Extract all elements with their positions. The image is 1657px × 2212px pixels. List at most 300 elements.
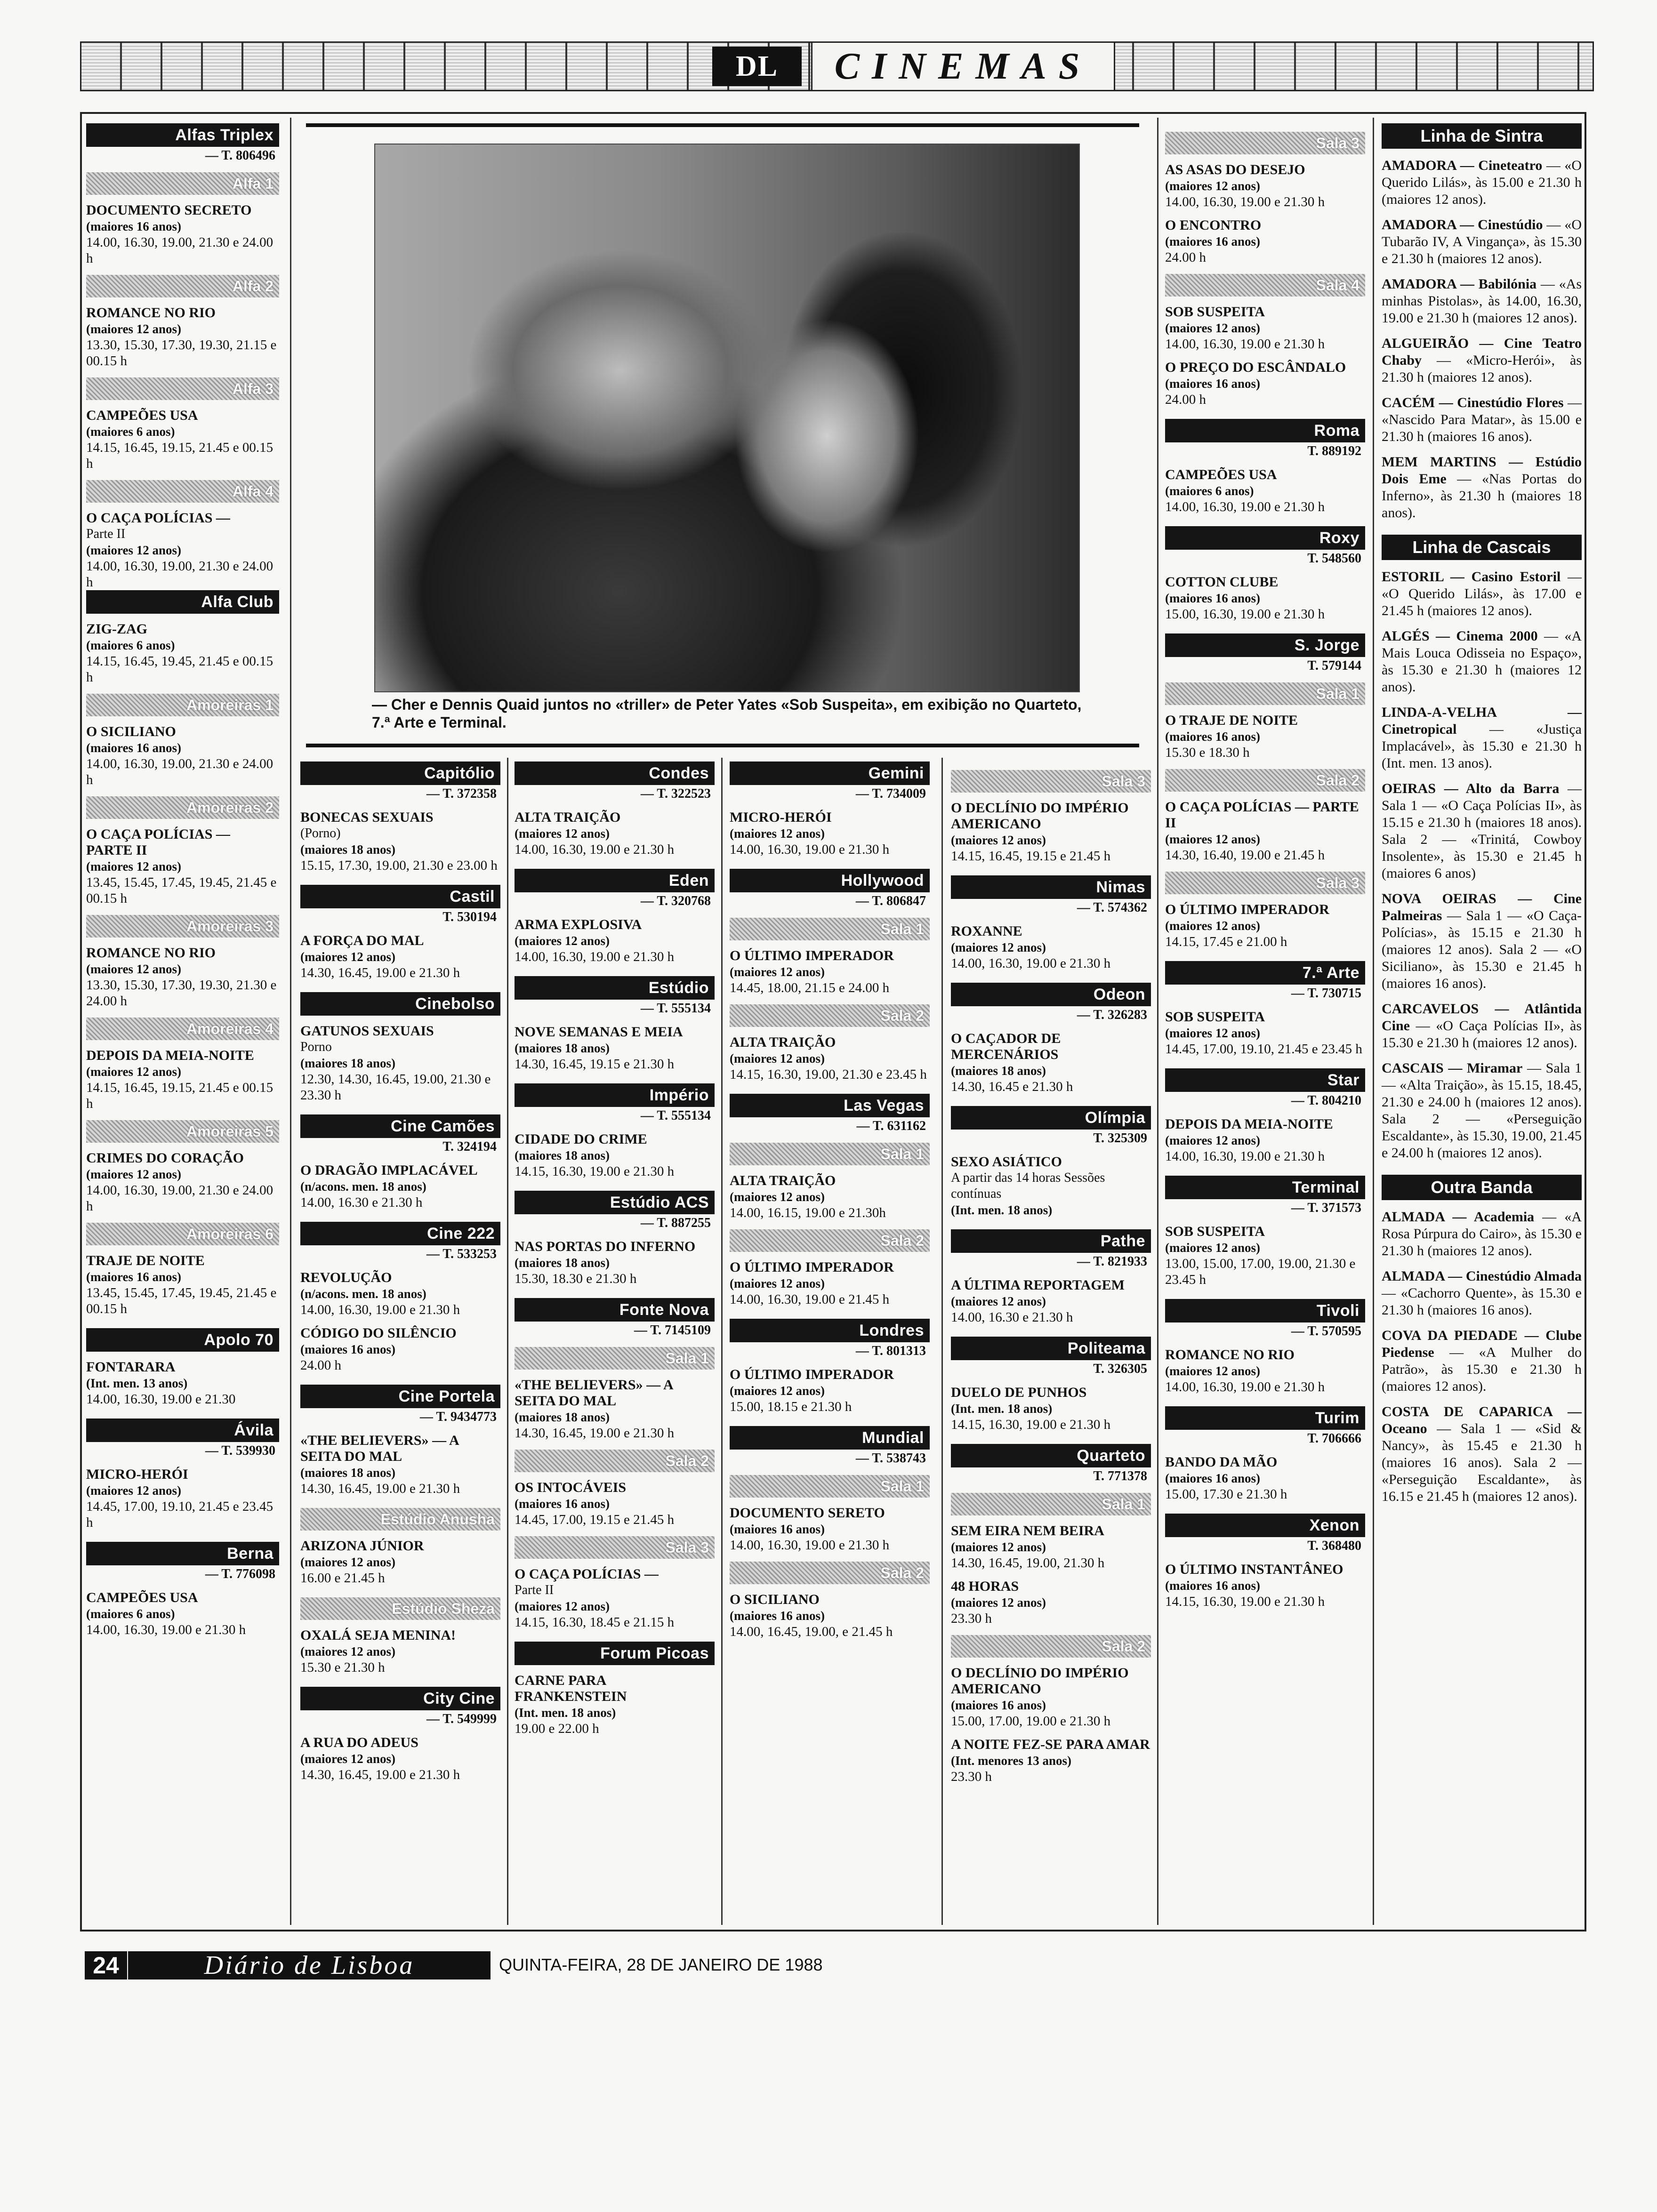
film-rating: (maiores 18 anos) — [515, 1041, 610, 1055]
cinema-name: Odeon — [951, 983, 1151, 1006]
cinema-venue — [1165, 961, 1365, 1057]
screen-name: Sala 1 — [515, 1347, 715, 1370]
film-rating: (maiores 16 anos) — [515, 1497, 610, 1511]
film-entry — [515, 1377, 715, 1441]
film-entry — [730, 809, 930, 858]
listing-text: — «A Rosa Púrpura do Cairo», às 15.30 e 21.30 h (maiores 12 anos). — [1382, 1209, 1582, 1258]
film-times: 14.00, 16.30, 19.00 e 21.30 h — [515, 949, 675, 964]
film-title: MICRO-HERÓI — [730, 809, 832, 825]
film-times: 14.00, 16.30, 19.00, 21.30 e 24.00 h — [86, 756, 273, 787]
screen-name: Sala 4 — [1165, 274, 1365, 297]
film-times: 15.30 e 18.30 h — [1165, 745, 1250, 760]
film-rating: (Int. men. 18 anos) — [515, 1706, 616, 1720]
cinema-name: Roma — [1165, 419, 1365, 442]
film-entry — [1165, 217, 1365, 265]
screen-name: Sala 3 — [951, 770, 1151, 793]
film-entry — [951, 923, 1151, 971]
column-rule — [941, 758, 943, 1925]
film-rating: (maiores 12 anos) — [730, 1051, 825, 1066]
column-rule — [1373, 118, 1374, 1925]
photo-rule — [306, 744, 1139, 747]
film-note: A partir das 14 horas Sessões contínuas — [951, 1170, 1105, 1201]
cinema-venue — [730, 1319, 930, 1415]
film-rating: (maiores 18 anos) — [951, 1064, 1046, 1078]
film-rating: (maiores 12 anos) — [1165, 1241, 1260, 1255]
cinema-name: Ávila — [86, 1419, 279, 1442]
cinema-venue — [951, 1337, 1151, 1433]
film-times: 14.45, 18.00, 21.15 e 24.00 h — [730, 980, 890, 995]
screen-name: Sala 2 — [1165, 769, 1365, 792]
cinema-phone: — T. 322523 — [640, 786, 711, 801]
film-times: 16.00 e 21.45 h — [300, 1571, 385, 1586]
cinema-venue — [730, 1094, 930, 1307]
venue-lead: ALMADA — Academia — [1382, 1209, 1535, 1225]
cinema-phone: — T. 806847 — [855, 894, 926, 908]
cinema-name: Cine Portela — [300, 1385, 500, 1408]
cinema-name: Cinebolso — [300, 992, 500, 1016]
screen-name: Amoreiras 4 — [86, 1018, 279, 1040]
film-rating: (maiores 16 anos) — [1165, 1471, 1260, 1485]
film-title: O CAÇADOR DE MERCENÁRIOS — [951, 1031, 1061, 1062]
film-title: O ÚLTIMO IMPERADOR — [730, 948, 894, 963]
cinema-name: S. Jorge — [1165, 633, 1365, 657]
screen-name: Amoreiras 2 — [86, 796, 279, 819]
cinema-name: Turim — [1165, 1406, 1365, 1430]
film-times: 12.30, 14.30, 16.45, 19.00, 21.30 e 23.30 h — [300, 1072, 491, 1103]
cinema-phone: — T. 538743 — [855, 1451, 926, 1466]
film-times: 13.30, 15.30, 17.30, 19.30, 21.15 e 00.15 h — [86, 337, 277, 369]
film-rating: (maiores 12 anos) — [730, 1384, 825, 1398]
film-times: 13.30, 15.30, 17.30, 19.30, 21.30 e 24.00 h — [86, 978, 277, 1009]
cinema-phone: T. 324194 — [442, 1139, 497, 1154]
film-entry — [515, 1480, 715, 1528]
film-title: O ÚLTIMO INSTANTÂNEO — [1165, 1562, 1343, 1577]
cinema-phone: — T. 9434773 — [419, 1410, 497, 1424]
listing-text: — Sala 1 — «Alta Traição», às 15.15, 18.45, 21.30 e 24.00 h (maiores 12 anos). Sala 2 — «Perseguição Escaldante», às 15.30, 19.00, 21.45 e 24.00 h (maiores 12 anos). — [1382, 1060, 1582, 1161]
cinema-name: Roxy — [1165, 526, 1365, 550]
film-entry — [951, 1031, 1151, 1095]
cinema-venue — [86, 123, 279, 1317]
screen-name: Alfa 4 — [86, 480, 279, 503]
film-times: 19.00 e 22.00 h — [515, 1721, 599, 1736]
cinema-name: Las Vegas — [730, 1094, 930, 1117]
listing-text: — «Nas Portas do Inferno», às 21.30 h (maiores 18 anos). — [1382, 471, 1582, 521]
venue-lead: COVA DA PIEDADE — Clube Piedense — [1382, 1328, 1582, 1360]
film-entry — [1165, 713, 1365, 761]
issue-date: QUINTA-FEIRA, 28 DE JANEIRO DE 1988 — [499, 1955, 823, 1974]
cinema-phone: — T. 539930 — [205, 1443, 275, 1458]
film-entry — [515, 1673, 715, 1737]
screen-name: Amoreiras 6 — [86, 1223, 279, 1245]
film-title: ZIG-ZAG — [86, 621, 148, 637]
film-rating: (Int. men. 18 anos) — [951, 1203, 1053, 1217]
film-rating: (Int. menores 13 anos) — [951, 1754, 1071, 1768]
film-times: 14.30, 16.45, 19.00 e 21.30 h — [300, 965, 460, 980]
regional-listing — [1382, 780, 1582, 882]
cinema-venue — [515, 1642, 715, 1737]
film-rating: (maiores 12 anos) — [951, 1294, 1046, 1308]
regional-listing — [1382, 1001, 1582, 1051]
cinema-name: Estúdio — [515, 976, 715, 1000]
film-title: GATUNOS SEXUAIS — [300, 1023, 434, 1039]
film-title: O CAÇA POLÍCIAS — — [86, 510, 230, 526]
film-title: O PREÇO DO ESCÂNDALO — [1165, 360, 1346, 375]
film-entry — [86, 1467, 279, 1531]
listing-text: — «Nascido Para Matar», às 15.00 e 21.30 h (maiores 16 anos). — [1382, 395, 1582, 444]
film-times: 14.00, 16.30 e 21.30 h — [300, 1195, 423, 1210]
regional-listing — [1382, 569, 1582, 619]
film-rating: (maiores 12 anos) — [951, 1540, 1046, 1554]
film-title: COTTON CLUBE — [1165, 574, 1279, 590]
film-title: O ÚLTIMO IMPERADOR — [730, 1367, 894, 1382]
film-rating: (maiores 16 anos) — [730, 1522, 825, 1536]
cinema-phone: — T. 574362 — [1077, 900, 1147, 915]
film-times: 14.15, 16.30, 19.00 e 21.30 h — [515, 1164, 675, 1179]
film-rating: (maiores 12 anos) — [730, 1190, 825, 1204]
film-entry — [86, 1253, 279, 1317]
cinema-venue — [86, 1419, 279, 1531]
film-title: BANDO DA MÃO — [1165, 1454, 1278, 1470]
film-rating: (n/acons. men. 18 anos) — [300, 1287, 426, 1301]
screen-name: Sala 3 — [1165, 872, 1365, 894]
cinema-venue — [1165, 1514, 1365, 1610]
screen-name: Alfa Club — [86, 590, 279, 614]
cinema-phone: — T. 631162 — [856, 1119, 926, 1133]
film-title: REVOLUÇÃO — [300, 1270, 392, 1285]
cinema-venue — [1165, 526, 1365, 622]
film-times: 14.00, 16.30, 19.00 e 21.30 h — [1165, 337, 1325, 352]
film-entry — [300, 1735, 500, 1783]
film-times: 14.30, 16.45 e 21.30 h — [951, 1079, 1073, 1094]
cinema-phone: — T. 7145109 — [634, 1323, 711, 1338]
cinema-name: Hollywood — [730, 869, 930, 892]
cinema-phone: — T. 887255 — [640, 1216, 711, 1230]
film-entry — [300, 1325, 500, 1373]
screen-name: Alfa 1 — [86, 172, 279, 195]
film-times: 14.15, 17.45 e 21.00 h — [1165, 934, 1287, 949]
cinema-venue — [1165, 1299, 1365, 1395]
publication-logo: DL — [712, 47, 802, 86]
cinema-name: Alfas Triplex — [86, 123, 279, 147]
film-times: 14.00, 16.30, 19.00 e 21.30 h — [300, 1302, 460, 1317]
film-times: 15.15, 17.30, 19.00, 21.30 e 23.00 h — [300, 858, 498, 873]
film-entry — [1165, 1562, 1365, 1610]
cinema-name: Olímpia — [951, 1106, 1151, 1130]
film-title: FONTARARA — [86, 1359, 176, 1375]
film-entry — [730, 1034, 930, 1082]
masthead: Diário de Lisboa — [128, 1951, 491, 1980]
cinema-name: Berna — [86, 1542, 279, 1565]
film-title: O ENCONTRO — [1165, 217, 1262, 233]
regional-listing — [1382, 216, 1582, 267]
film-rating: (maiores 18 anos) — [300, 842, 395, 857]
film-rating: (maiores 12 anos) — [86, 322, 181, 336]
film-entry — [515, 1239, 715, 1287]
film-times: 15.00, 16.30, 19.00 e 21.30 h — [1165, 607, 1325, 622]
film-rating: (maiores 12 anos) — [86, 962, 181, 976]
film-entry — [730, 1173, 930, 1221]
screen-name: Sala 1 — [730, 1143, 930, 1165]
cinema-venue — [515, 761, 715, 858]
film-entry — [86, 1359, 279, 1407]
film-title: SOB SUSPEITA — [1165, 304, 1265, 320]
cinema-name: Condes — [515, 761, 715, 785]
listing-text: — Sala 1 — «Sid & Nancy», às 15.45 e 21.30 h (maiores 16 anos). Sala 2 — «Perseguição Escaldante», às 16.15 e 21.45 h (maiores 12 anos). — [1382, 1421, 1582, 1504]
film-entry — [1165, 799, 1365, 863]
film-times: 14.00, 16.45, 19.00, e 21.45 h — [730, 1624, 893, 1639]
film-rating: (maiores 12 anos) — [1165, 832, 1260, 846]
cinema-name: Xenon — [1165, 1514, 1365, 1537]
listing-text: — «As minhas Pistolas», às 14.00, 16.30, 19.00 e 21.30 h (maiores 12 anos). — [1382, 276, 1582, 326]
film-rating: (Int. men. 13 anos) — [86, 1376, 188, 1390]
film-times: 14.15, 16.30, 19.00 e 21.30 h — [951, 1417, 1111, 1432]
film-rating: (maiores 12 anos) — [1165, 919, 1260, 933]
screen-name: Sala 2 — [730, 1004, 930, 1027]
listing-text: — «Cachorro Quente», às 15.30 e 21.30 h (maiores 16 anos). — [1382, 1285, 1582, 1318]
cinema-phone: T. 548560 — [1307, 551, 1361, 566]
venue-lead: COSTA DE CAPARICA — Oceano — [1382, 1404, 1582, 1436]
film-times: 14.15, 16.45, 19.15, 21.45 e 00.15 h — [86, 440, 273, 471]
film-rating: (maiores 16 anos) — [86, 1270, 181, 1284]
cinema-phone: T. 326305 — [1093, 1362, 1147, 1376]
film-times: 14.00, 16.30, 19.00 e 21.30 h — [1165, 1149, 1325, 1164]
film-entry — [730, 1367, 930, 1415]
film-title: A FORÇA DO MAL — [300, 933, 424, 948]
screen-name: Amoreiras 5 — [86, 1120, 279, 1143]
film-entry — [1165, 467, 1365, 515]
cinema-name: Londres — [730, 1319, 930, 1342]
film-times: 14.30, 16.45, 19.00 e 21.30 h — [300, 1767, 460, 1782]
cinema-phone: — T. 555134 — [640, 1108, 711, 1123]
film-rating: (maiores 16 anos) — [1165, 591, 1260, 605]
film-entry — [951, 1665, 1151, 1729]
cinema-venue — [86, 1542, 279, 1638]
regional-listing — [1382, 704, 1582, 772]
cinema-phone: T. 889192 — [1307, 444, 1361, 458]
cinema-phone: T. 325309 — [1093, 1131, 1147, 1146]
listing-text: — «O Caça Polícias II», às 15.30 e 21.30 h (maiores 12 anos). — [1382, 1018, 1582, 1050]
listing-text: — «A Mais Louca Odisseia no Espaço», às 15.30 e 21.30 h (maiores 12 anos). — [1382, 628, 1582, 695]
film-title: CRIMES DO CORAÇÃO — [86, 1150, 244, 1166]
cinema-venue — [951, 770, 1151, 864]
cinema-name: Forum Picoas — [515, 1642, 715, 1665]
film-times: 13.45, 15.45, 17.45, 19.45, 21.45 e 00.15 h — [86, 875, 277, 906]
film-times: 14.00, 16.30, 19.00 e 21.30 h — [1165, 499, 1325, 514]
film-title: DEPOIS DA MEIA-NOITE — [86, 1048, 254, 1063]
cinema-name: Império — [515, 1083, 715, 1107]
listing-column-3 — [515, 761, 715, 1737]
film-title: CAMPEÕES USA — [86, 408, 198, 423]
film-entry — [515, 1131, 715, 1179]
film-times: 14.00, 16.30, 19.00, 21.30 e 24.00 h — [86, 559, 273, 590]
film-title: CAMPEÕES USA — [1165, 467, 1277, 482]
film-title: O DRAGÃO IMPLACÁVEL — [300, 1162, 478, 1178]
cinema-name: Politeama — [951, 1337, 1151, 1360]
film-rating: (maiores 12 anos) — [730, 1276, 825, 1290]
film-entry — [86, 1590, 279, 1638]
cinema-venue — [300, 1508, 500, 1586]
film-title: «THE BELIEVERS» — A SEITA DO MAL — [300, 1433, 458, 1464]
film-note: (Porno) — [300, 826, 341, 841]
region-heading: Linha de Cascais — [1382, 535, 1582, 560]
film-title: ARMA EXPLOSIVA — [515, 917, 642, 932]
cinema-venue — [1165, 419, 1365, 515]
film-times: 14.00, 16.30, 19.00 e 21.30 h — [730, 1538, 890, 1553]
cinema-venue — [1165, 1406, 1365, 1502]
venue-lead: CACÉM — Cinestúdio Flores — [1382, 395, 1564, 410]
film-entry — [300, 1627, 500, 1675]
film-entry — [515, 809, 715, 858]
film-entry — [730, 1505, 930, 1553]
film-rating: (maiores 12 anos) — [951, 1595, 1046, 1610]
film-rating: (maiores 6 anos) — [86, 1607, 175, 1621]
venue-lead: ALGUEIRÃO — Cine Teatro Chaby — [1382, 336, 1582, 368]
film-times: 14.00, 16.30, 19.00 e 21.45 h — [730, 1292, 890, 1307]
listing-column-6 — [1165, 123, 1365, 1610]
film-entry — [86, 510, 279, 590]
film-times: 14.30, 16.45, 19.00 e 21.30 h — [515, 1426, 675, 1441]
cinema-venue — [300, 1114, 500, 1210]
film-title: BONECAS SEXUAIS — [300, 809, 434, 825]
film-rating: (maiores 12 anos) — [515, 826, 610, 841]
film-title: SEXO ASIÁTICO — [951, 1154, 1062, 1170]
film-times: 14.15, 16.30, 18.45 e 21.15 h — [515, 1615, 675, 1630]
cinema-phone: — T. 734009 — [855, 786, 926, 801]
cinema-phone: — T. 326283 — [1077, 1008, 1147, 1022]
screen-name: Sala 1 — [730, 1475, 930, 1498]
cinema-phone: T. 530194 — [442, 910, 497, 924]
film-entry — [951, 800, 1151, 864]
listing-column-1 — [86, 123, 279, 1638]
cinema-phone: — T. 776098 — [205, 1567, 275, 1581]
film-rating: (maiores 12 anos) — [86, 543, 181, 557]
film-times: 14.45, 17.00, 19.10, 21.45 e 23.45 h — [86, 1499, 273, 1530]
film-times: 14.45, 17.00, 19.10, 21.45 e 23.45 h — [1165, 1042, 1362, 1057]
listing-column-4 — [730, 761, 930, 1640]
cinema-name: Estúdio Anusha — [300, 1508, 500, 1531]
cinema-name: Capitólio — [300, 761, 500, 785]
film-times: 14.00, 16.30, 19.00, 21.30 e 24.00 h — [86, 235, 273, 266]
film-times: 14.15, 16.30, 19.00, 21.30 e 23.45 h — [730, 1067, 927, 1082]
cinema-phone: T. 771378 — [1093, 1469, 1147, 1483]
film-note: Parte II — [515, 1583, 554, 1597]
film-times: 23.30 h — [951, 1611, 992, 1626]
film-rating: (maiores 16 anos) — [300, 1342, 395, 1356]
cinema-name: Estúdio Sheza — [300, 1597, 500, 1620]
venue-lead: AMADORA — Babilónia — [1382, 276, 1537, 292]
regional-listing — [1382, 1327, 1582, 1395]
regional-listing — [1382, 1209, 1582, 1259]
film-title: SOB SUSPEITA — [1165, 1009, 1265, 1025]
film-entry — [86, 945, 279, 1009]
regional-listing — [1382, 890, 1582, 992]
regional-listings-column — [1382, 123, 1582, 1505]
listing-text: — «O Querido Lilás», às 17.00 e 21.45 h (maiores 12 anos). — [1382, 569, 1582, 618]
film-entry — [1165, 902, 1365, 950]
film-title: «THE BELIEVERS» — A SEITA DO MAL — [515, 1377, 673, 1409]
film-rating: (maiores 12 anos) — [86, 1483, 181, 1498]
venue-lead: OEIRAS — Alto da Barra — [1382, 781, 1560, 796]
film-rating: (maiores 12 anos) — [86, 859, 181, 874]
film-times: 14.00, 16.30, 19.00, 21.30 e 24.00 h — [86, 1183, 273, 1214]
cinema-phone: — T. 372358 — [426, 786, 497, 801]
film-title: ALTA TRAIÇÃO — [730, 1034, 836, 1050]
screen-name: Sala 2 — [730, 1562, 930, 1584]
film-title: SOB SUSPEITA — [1165, 1224, 1265, 1239]
film-title: ROXANNE — [951, 923, 1022, 939]
column-rule — [507, 758, 508, 1925]
film-title: NAS PORTAS DO INFERNO — [515, 1239, 696, 1254]
film-entry — [300, 933, 500, 981]
column-rule — [1157, 118, 1158, 1925]
film-rating: (maiores 12 anos) — [951, 833, 1046, 847]
cinema-phone: — T. 371573 — [1291, 1201, 1361, 1215]
cinema-name: City Cine — [300, 1687, 500, 1710]
region-heading: Outra Banda — [1382, 1175, 1582, 1200]
cinema-venue — [300, 761, 500, 874]
film-entry — [730, 948, 930, 996]
cinema-name: Gemini — [730, 761, 930, 785]
film-title: A NOITE FEZ-SE PARA AMAR — [951, 1737, 1150, 1752]
cinema-phone: — T. 549999 — [426, 1712, 497, 1726]
cinema-venue — [515, 1298, 715, 1630]
page-number: 24 — [85, 1951, 127, 1980]
listing-text: — Sala 1 — «O Caça Polícias II», às 15.15 e 21.30 h (maiores 18 anos). Sala 2 — «Trinitá, Cowboy Insolente», às 15.30 e 21.45 h (maiores 6 anos) — [1382, 781, 1582, 881]
film-entry — [951, 1523, 1151, 1571]
film-title: A RUA DO ADEUS — [300, 1735, 418, 1750]
film-title: O CAÇA POLÍCIAS — PARTE II — [1165, 799, 1359, 831]
cinema-venue — [730, 761, 930, 858]
film-rating: (maiores 6 anos) — [86, 638, 175, 652]
screen-name: Sala 2 — [951, 1635, 1151, 1658]
cinema-venue — [1165, 1176, 1365, 1288]
screen-name: Amoreiras 3 — [86, 915, 279, 938]
cinema-phone: — T. 730715 — [1291, 986, 1361, 1001]
film-times: 15.00, 18.15 e 21.30 h — [730, 1399, 852, 1414]
cinema-venue — [1165, 633, 1365, 950]
film-times: 14.00, 16.30, 19.00 e 21.30 h — [1165, 194, 1325, 209]
film-entry — [86, 1150, 279, 1214]
film-entry — [951, 1737, 1151, 1785]
film-rating: (maiores 12 anos) — [1165, 1364, 1260, 1378]
cinema-name: Eden — [515, 869, 715, 892]
film-times: 14.15, 16.45, 19.15, 21.45 e 00.15 h — [86, 1080, 273, 1111]
film-title: 48 HORAS — [951, 1579, 1019, 1594]
regional-listing — [1382, 454, 1582, 521]
film-times: 24.00 h — [300, 1358, 341, 1373]
cinema-name: Castil — [300, 885, 500, 908]
cinema-venue — [1165, 1068, 1365, 1164]
film-entry — [1165, 1009, 1365, 1057]
cinema-venue — [951, 1106, 1151, 1218]
film-rating: (maiores 16 anos) — [1165, 377, 1260, 391]
cinema-venue — [515, 1191, 715, 1287]
cinema-phone: — T. 806496 — [205, 148, 275, 163]
film-entry — [515, 1024, 715, 1072]
listing-text: — «Micro-Herói», às 21.30 h (maiores 12 anos). — [1382, 353, 1582, 385]
cinema-name: 7.ª Arte — [1165, 961, 1365, 985]
film-title: TRAJE DE NOITE — [86, 1253, 205, 1268]
cinema-name: Mundial — [730, 1426, 930, 1450]
film-times: 14.30, 16.45, 19.15 e 21.30 h — [515, 1057, 675, 1072]
film-times: 13.00, 15.00, 17.00, 19.00, 21.30 e 23.45 h — [1165, 1256, 1356, 1287]
film-rating: (maiores 6 anos) — [86, 425, 175, 439]
cinema-name: Nimas — [951, 875, 1151, 899]
cinema-name: Cine 222 — [300, 1222, 500, 1245]
film-rating: (maiores 12 anos) — [1165, 321, 1260, 335]
film-times: 14.15, 16.45, 19.15 e 21.45 h — [951, 849, 1111, 864]
listing-text: — «Justiça Implacável», às 15.30 e 21.30 h (Int. men. 13 anos). — [1382, 721, 1582, 771]
